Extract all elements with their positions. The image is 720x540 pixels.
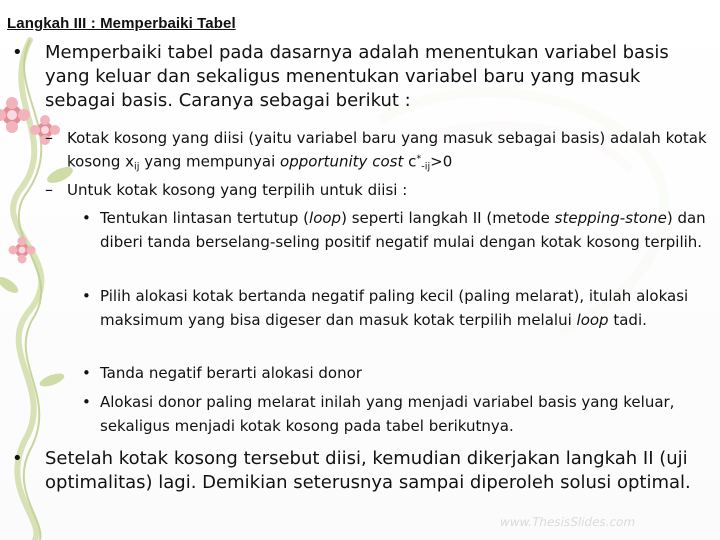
subsubbullet-marker: • xyxy=(82,287,91,305)
subsubbullet-text-part: Pilih alokasi kotak bertanda negatif paling kecil (paling melarat), itulah alokasi maksimum yang bisa digeser dan masuk kotak terpilih melalui xyxy=(100,287,689,329)
bullet-text: Setelah kotak kosong tersebut diisi, kemudian dikerjakan langkah II (uji optimalitas) lagi. Demikian seterusnya sampai diperoleh solusi optimal. xyxy=(45,448,691,493)
italic-term: opportunity cost xyxy=(280,152,404,171)
subsubbullet-marker: • xyxy=(82,364,91,382)
subbullet-text-part: >0 xyxy=(430,152,453,171)
subsubbullet-marker: • xyxy=(82,393,91,411)
subsubbullet-marker: • xyxy=(82,209,91,227)
bullet-item xyxy=(12,447,712,495)
subsubbullet-text: Tanda negatif berarti alokasi donor xyxy=(100,364,362,382)
bullet-text: Memperbaiki tabel pada dasarnya adalah menentukan variabel basis yang keluar dan sekaligus menentukan variabel baru yang masuk sebagai basis. Caranya sebagai berikut : xyxy=(45,42,669,111)
subsubbullet-text-part: Tentukan lintasan tertutup ( xyxy=(100,209,310,227)
italic-term: stepping-stone xyxy=(554,209,667,227)
subscript-ij: ij xyxy=(134,161,140,173)
subbullet-text-part: yang mempunyai xyxy=(139,152,281,171)
subbullet-text-part: Kotak kosong yang diisi (yaitu variabel baru yang masuk sebagai basis) adalah kotak kosong x xyxy=(67,129,707,171)
subbullet-marker: – xyxy=(45,128,53,147)
slide-title: Langkah III : Memperbaiki Tabel xyxy=(7,15,236,32)
subsubbullet-item xyxy=(82,391,712,438)
subbullet-marker: – xyxy=(45,180,53,199)
bullet-marker: • xyxy=(12,42,23,63)
subsubbullet-text xyxy=(100,207,712,254)
bullet-item xyxy=(12,41,712,113)
subbullet-item xyxy=(45,127,710,179)
subbullet-text-part: c xyxy=(403,152,417,171)
subsubbullet-item xyxy=(82,207,712,254)
bullet-marker: • xyxy=(12,448,23,469)
subsubbullet-text xyxy=(100,285,712,332)
watermark-text: www.ThesisSlides.com xyxy=(498,515,637,529)
subbullet-text xyxy=(67,127,710,179)
subsubbullet-text-part: ) dan diberi tanda berselang-seling positif negatif mulai dengan kotak kosong terpilih. xyxy=(100,209,706,251)
sub-sup-script: *$_{-ij}$ xyxy=(416,154,431,173)
italic-term: loop xyxy=(576,310,609,329)
subbullet-text: Untuk kotak kosong yang terpilih untuk diisi : xyxy=(67,181,408,199)
italic-term: loop xyxy=(309,209,342,227)
subbullet-item xyxy=(45,179,710,201)
subsubbullet-text: Alokasi donor paling melarat inilah yang menjadi variabel basis yang keluar, sekaligus menjadi kotak kosong pada tabel berikutnya. xyxy=(100,393,675,435)
subsubbullet-text-part: tadi. xyxy=(608,310,647,329)
subsubbullet-item xyxy=(82,285,712,332)
subsubbullet-item xyxy=(82,362,712,386)
subsubbullet-text-part: ) seperti langkah II (metode xyxy=(341,209,555,227)
